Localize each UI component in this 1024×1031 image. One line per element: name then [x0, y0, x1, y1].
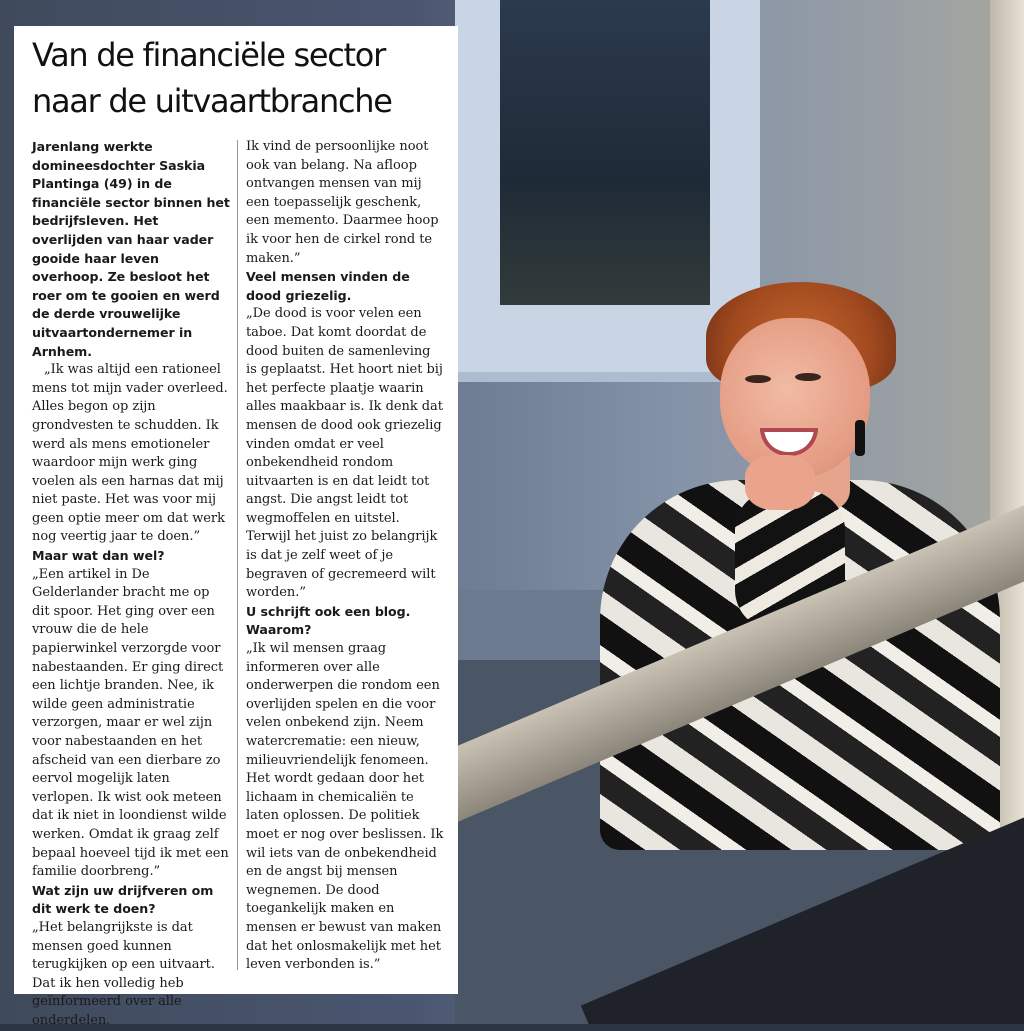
question-3: Veel mensen vinden de dood griezelig. [246, 269, 410, 303]
article-column-2 [246, 138, 444, 975]
article-intro-quote: „Ik was altijd een rationeel mens tot mijn vader overleed. Alles begon op zijn grondvesten te schudden. Ik werd als mens emotioneler waardoor mijn werk ging voelen als een harnas dat mij niet paste. Het was voor mij geen optie meer om dat werk nog veertig jaar te doen.” [32, 362, 228, 545]
question-2: Wat zijn uw drijfveren om dit werk te doen? [32, 882, 214, 917]
answer-2-continued: Ik vind de persoonlijke noot ook van belang. Na afloop ontvangen mensen van mij een toepasselijk geschenk, een memento. Daarmee hoop ik voor hen de cirkel rond te maken.” [246, 139, 439, 266]
photo-woman-eye-left [745, 375, 771, 383]
column-divider [237, 140, 238, 970]
photo-woman-earring [855, 420, 865, 456]
question-4: U schrijft ook een blog. Waarom? [246, 603, 411, 638]
photo-woman-hand [745, 455, 815, 510]
photo-woman-eye-right [795, 373, 821, 381]
answer-1: „Een artikel in De Gelderlander bracht me op dit spoor. Het ging over een vrouw die de hele papierwinkel verzorgde voor nabestaanden. Er ging direct een lichtje branden. Nee, ik wilde geen administratie verzorgen, maar er wel zijn voor nabestaanden en het afscheid van een dierbare zo eervol mogelijk laten verlopen. Ik wist ook meteen dat ik niet in loondienst wilde werken. Omdat ik graag zelf bepaal hoeveel tijd ik met een familie doorbreng.” [32, 566, 229, 880]
article-headline: Van de financiële sector naar de uitvaartbranche [32, 36, 392, 120]
answer-2: „Het belangrijkste is dat mensen goed kunnen terugkijken op een uitvaart. Dat ik hen volledig heb geïnformeerd over alle onderdelen. [32, 919, 215, 1028]
photo-window-glass [500, 0, 710, 305]
article-lead: Jarenlang werkte domineesdochter Saskia Plantinga (49) in de financiële sector binnen het bedrijfsleven. Het overlijden van haar vader gooide haar leven overhoop. Ze besloot het roer om te gooien en werd de derde vrouwelijke uitvaartondernemer in Arnhem. [32, 139, 230, 359]
article-column-1 [32, 138, 230, 1031]
question-1: Maar wat dan wel? [32, 548, 165, 564]
answer-3: „De dood is voor velen een taboe. Dat komt doordat de dood buiten de samenleving is geplaatst. Het hoort niet bij het perfecte plaatje waarin alles maakbaar is. Ik denk dat mensen de dood ook griezelig vinden omdat er veel onbekendheid rondom uitvaarten is en dat leidt tot angst. Die angst leidt tot wegmoffelen en uitstel. Terwijl het juist zo belangrijk is dat je zelf weet of je begraven of gecremeerd wilt worden.” [246, 306, 443, 601]
answer-4: „Ik wil mensen graag informeren over alle onderwerpen die rondom een overlijden spelen en die voor velen onbekend zijn. Neem watercrematie: een nieuw, milieuvriendelijk fenomeen. Het wordt gedaan door het lichaam in chemicaliën te laten oplossen. De politiek moet er nog over beslissen. Ik wil iets van de onbekendheid en de angst bij mensen wegnemen. De dood toegankelijk maken en mensen er bewust van maken dat het onlosmakelijk met het leven verbonden is.” [246, 641, 444, 973]
article-panel [14, 26, 458, 1028]
